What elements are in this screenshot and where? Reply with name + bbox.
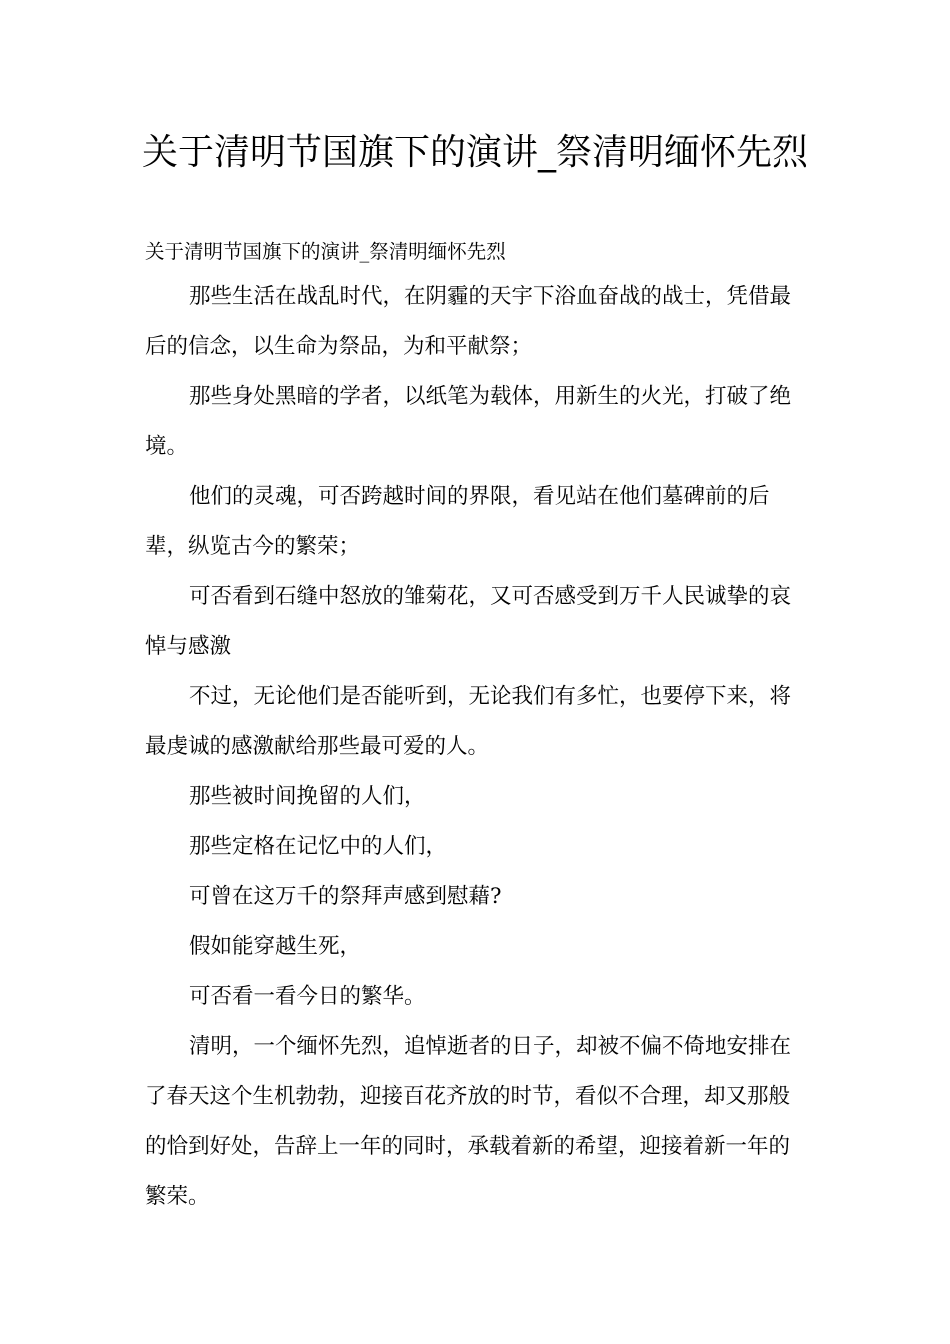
paragraph: 假如能穿越生死， xyxy=(189,934,362,959)
document-title: 关于清明节国旗下的演讲_祭清明缅怀先烈 xyxy=(141,132,808,173)
paragraph: 不过，无论他们是否能听到，无论我们有多忙，也要停下来，将最虔诚的感激献给那些最可爱的人。 xyxy=(145,684,792,759)
paragraph: 他们的灵魂，可否跨越时间的界限，看见站在他们墓碑前的后辈，纵览古今的繁荣； xyxy=(145,484,770,559)
paragraph: 可否看到石缝中怒放的雏菊花，又可否感受到万千人民诚挚的哀悼与感激 xyxy=(145,584,792,659)
paragraph: 清明，一个缅怀先烈，追悼逝者的日子，却被不偏不倚地安排在了春天这个生机勃勃，迎接百花齐放的时节，看似不合理，却又那般的恰到好处，告辞上一年的同时，承载着新的希望，迎接着新一年的繁荣。 xyxy=(145,1034,792,1209)
document-body xyxy=(145,232,805,1222)
paragraph: 那些生活在战乱时代，在阴霾的天宇下浴血奋战的战士，凭借最后的信念，以生命为祭品，为和平献祭； xyxy=(145,284,792,359)
paragraph: 那些被时间挽留的人们， xyxy=(189,784,426,809)
paragraph: 可曾在这万千的祭拜声感到慰藉? xyxy=(189,884,502,909)
document-subtitle: 关于清明节国旗下的演讲_祭清明缅怀先烈 xyxy=(145,240,506,263)
paragraph: 那些身处黑暗的学者，以纸笔为载体，用新生的火光，打破了绝境。 xyxy=(145,384,792,459)
paragraph: 那些定格在记忆中的人们， xyxy=(189,834,448,859)
paragraph: 可否看一看今日的繁华。 xyxy=(189,984,426,1009)
